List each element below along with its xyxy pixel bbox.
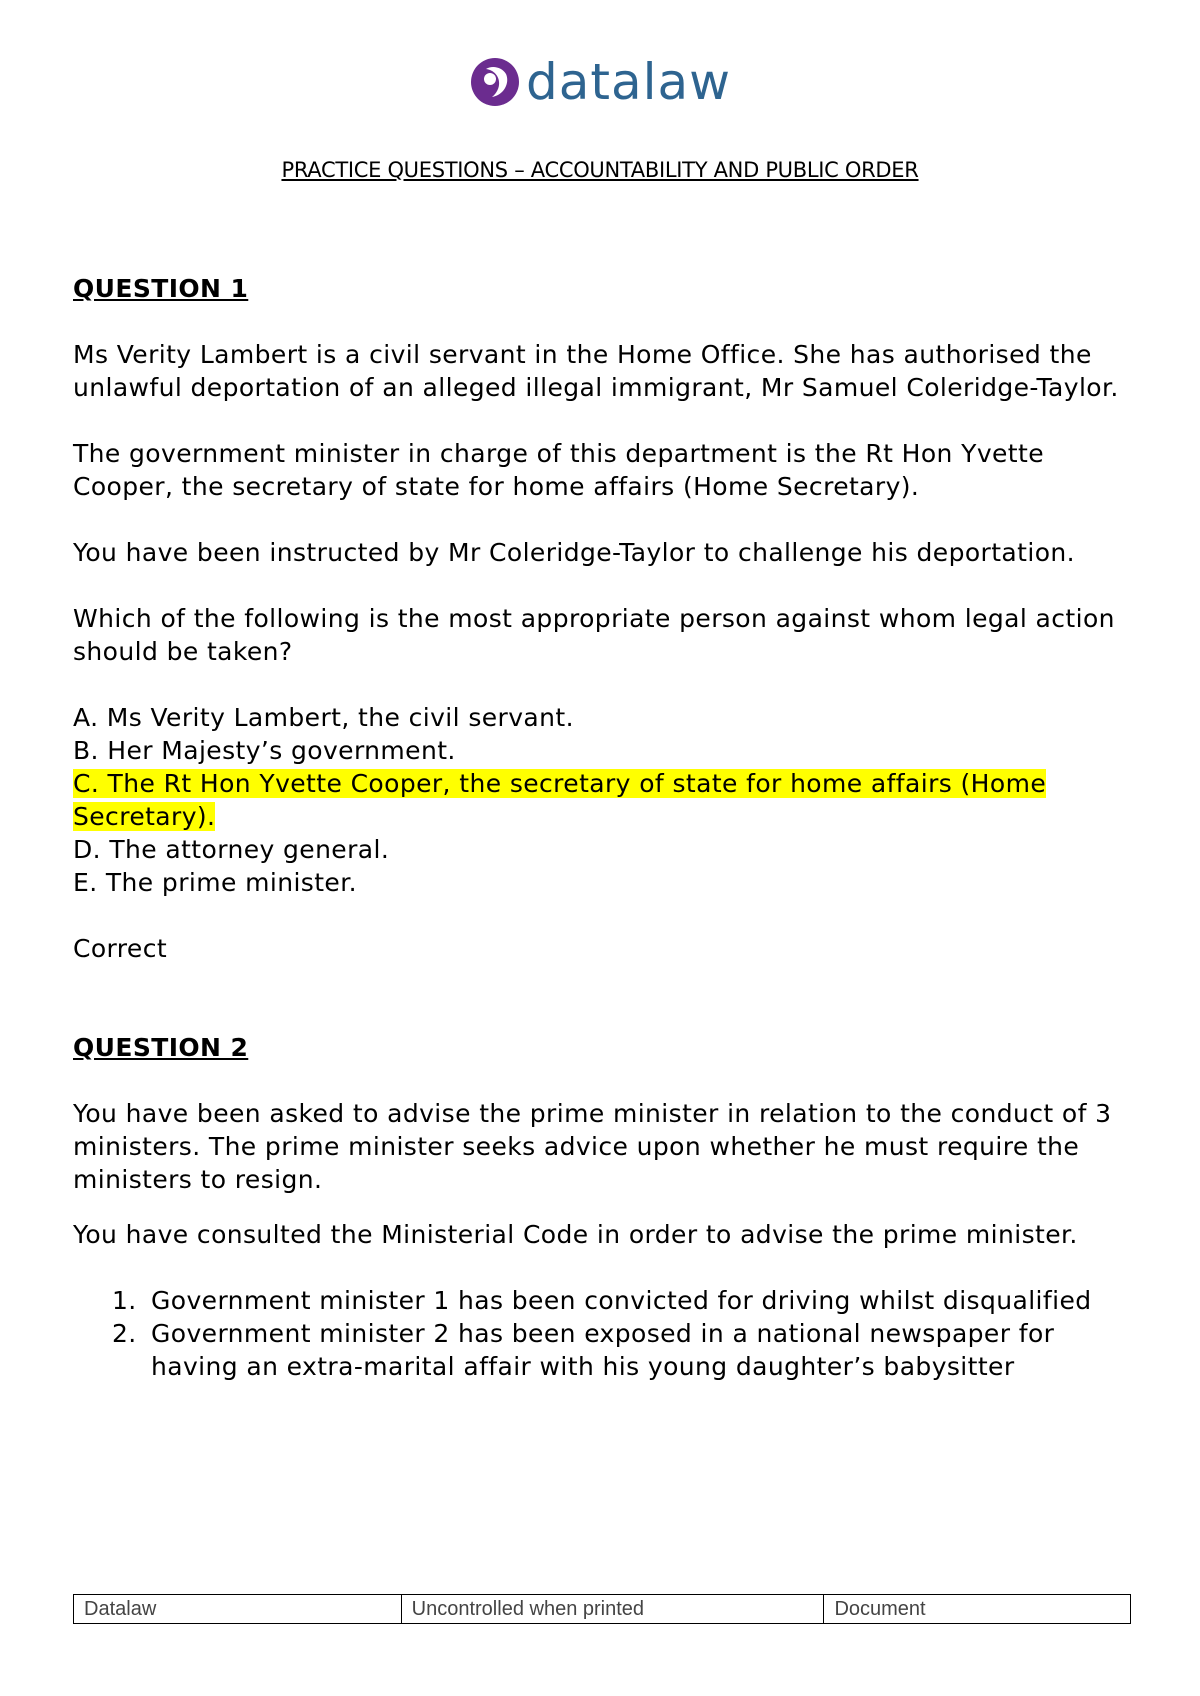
option-a: A. Ms Verity Lambert, the civil servant. <box>73 703 574 732</box>
list-item: 1. Government minister 1 has been convicted for driving whilst disqualified <box>145 1284 1133 1317</box>
datalaw-logo <box>470 54 731 110</box>
datalaw-logo-icon <box>470 57 520 107</box>
footer-table <box>73 1594 1131 1624</box>
question-1-paragraph: You have been instructed by Mr Coleridge-Taylor to challenge his deportation. <box>73 538 1075 567</box>
question-2-paragraph: You have consulted the Ministerial Code in order to advise the prime minister. <box>73 1220 1078 1249</box>
question-1-paragraph: Ms Verity Lambert is a civil servant in the Home Office. She has authorised the unlawful deportation of an alleged illegal immigrant, Mr Samuel Coleridge-Taylor. <box>73 340 1119 402</box>
highlighted-answer: C. The Rt Hon Yvette Cooper, the secretary of state for home affairs (Home Secretary). <box>73 769 1047 831</box>
logo-text: datalaw <box>526 53 732 111</box>
question-1 <box>73 272 1133 965</box>
question-1-options <box>73 701 1133 899</box>
question-1-result: Correct <box>73 934 168 963</box>
section-spacer <box>73 965 1133 1031</box>
option-b: B. Her Majesty’s government. <box>73 736 456 765</box>
footer-cell-status: Uncontrolled when printed <box>401 1595 824 1624</box>
question-2-heading: QUESTION 2 <box>73 1033 249 1062</box>
option-c-highlighted <box>73 767 1133 833</box>
question-1-heading: QUESTION 1 <box>73 274 249 303</box>
question-1-paragraph: The government minister in charge of this department is the Rt Hon Yvette Cooper, the secretary of state for home affairs (Home Secretary). <box>73 439 1044 501</box>
document-title: PRACTICE QUESTIONS – ACCOUNTABILITY AND PUBLIC ORDER <box>281 158 919 182</box>
document-body <box>73 272 1133 1383</box>
footer-row <box>74 1595 1131 1624</box>
question-2 <box>73 1031 1133 1383</box>
question-2-paragraph: You have been asked to advise the prime minister in relation to the conduct of 3 ministers. The prime minister seeks advice upon whether he must require the ministers to resign. <box>73 1099 1112 1194</box>
list-item: 2. Government minister 2 has been exposed in a national newspaper for having an extra-marital affair with his young daughter’s babysitter <box>145 1317 1133 1383</box>
question-1-paragraph: Which of the following is the most appropriate person against whom legal action should be taken? <box>73 604 1115 666</box>
ministers-list <box>73 1284 1133 1383</box>
option-d: D. The attorney general. <box>73 835 390 864</box>
footer-cell-document: Document <box>824 1595 1131 1624</box>
option-e: E. The prime minister. <box>73 868 357 897</box>
footer-cell-company: Datalaw <box>74 1595 402 1624</box>
